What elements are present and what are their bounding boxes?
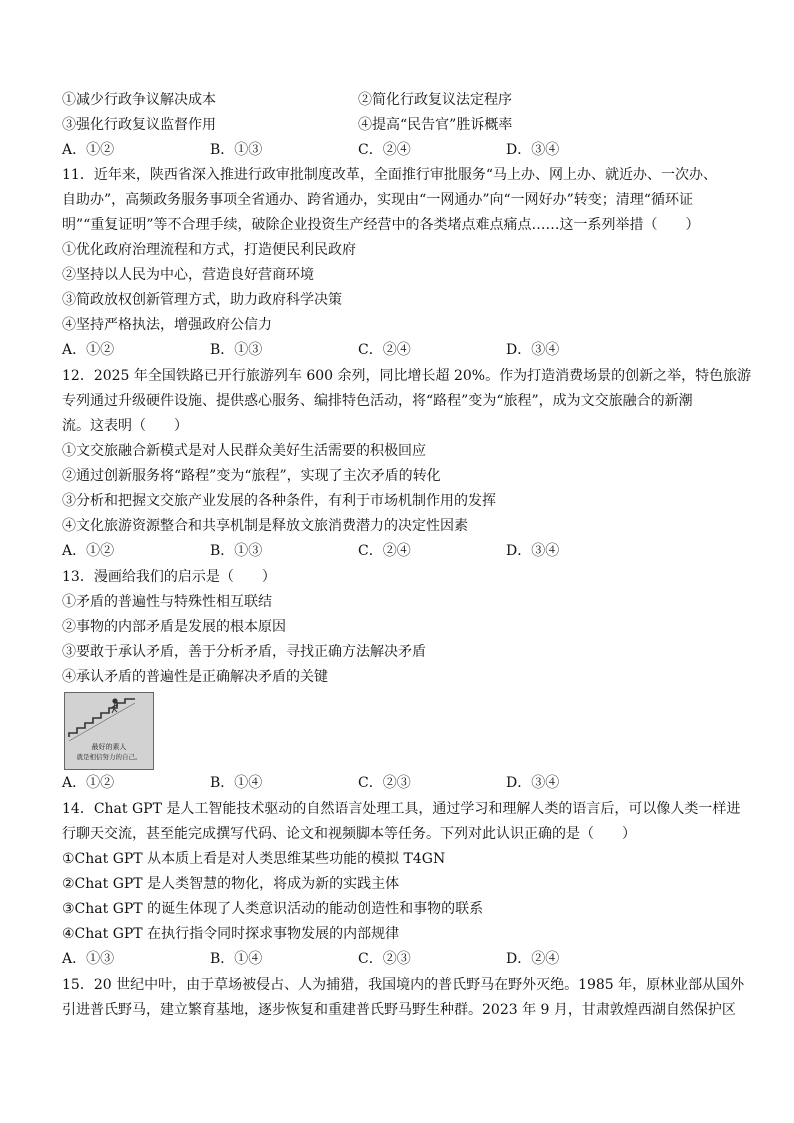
q15-stem-line: 引进普氏野马，建立繁育基地，逐步恢复和重建普氏野马野生种群。2023 年 9 月，甘肃敦煌西湖自然保护区 [62, 1002, 736, 1018]
q10-choice-b: B．①③ [210, 142, 263, 158]
q13-choice-c: C．②③ [358, 775, 411, 791]
q14-choice-c: C．②③ [358, 951, 411, 967]
q10-option-4: ④提高“民告官”胜诉概率 [358, 117, 513, 133]
q11-choice-c: C．②④ [358, 342, 411, 358]
q12-stem-line: 12．2025 年全国铁路已开行旅游列车 600 余列，同比增长超 20%。作为打造消费场景的创新之举，特色旅游 [62, 368, 752, 384]
q12-choice-b: B．①③ [210, 543, 263, 559]
q11-choice-b: B．①③ [210, 342, 263, 358]
q10-choice-c: C．②④ [358, 142, 411, 158]
q12-option-1: ①文交旅融合新模式是对人民群众美好生活需要的积极回应 [62, 443, 426, 459]
q12-option-2: ②通过创新服务将“路程”变为“旅程”，实现了主次矛盾的转化 [62, 468, 441, 484]
q13-option-3: ③要敢于承认矛盾，善于分析矛盾，寻找正确方法解决矛盾 [62, 644, 426, 660]
q14-stem-line: 行聊天交流，甚至能完成撰写代码、论文和视频脚本等任务。下列对此认识正确的是（ ） [62, 826, 636, 842]
q11-choice-a: A．①② [62, 342, 115, 358]
q14-option-2: ②Chat GPT 是人类智慧的物化，将成为新的实践主体 [62, 876, 400, 892]
q13-option-2: ②事物的内部矛盾是发展的根本原因 [62, 619, 286, 635]
q11-option-3: ③简政放权创新管理方式，助力政府科学决策 [62, 292, 342, 308]
q12-choice-a: A．①② [62, 543, 115, 559]
q11-stem-line: 11．近年来，陕西省深入推进行政审批制度改革，全面推行审批服务“马上办、网上办、就近办、一次办、 [62, 167, 717, 183]
q14-choice-a: A．①③ [62, 951, 115, 967]
q13-choice-d: D．③④ [506, 775, 560, 791]
q10-option-1: ①减少行政争议解决成本 [62, 92, 216, 108]
q10-option-2: ②简化行政复议法定程序 [358, 92, 512, 108]
q12-choice-d: D．③④ [506, 543, 560, 559]
q10-choice-d: D．③④ [506, 142, 560, 158]
q12-choice-c: C．②④ [358, 543, 411, 559]
q15-stem-line: 15．20 世纪中叶，由于草场被侵占、人为捕猎，我国境内的普氏野马在野外灭绝。1985 年，原林业部从国外 [62, 977, 745, 993]
q11-option-2: ②坚持以人民为中心，营造良好营商环境 [62, 267, 314, 283]
cartoon-image [64, 692, 154, 770]
q11-stem-line: 自助办”，高频政务服务事项全省通办、跨省通办，实现由“一网通办”向“一网好办”转变；清理“循环证 [62, 192, 693, 208]
q12-option-4: ④文化旅游资源整合和共享机制是释放文旅消费潜力的决定性因素 [62, 518, 468, 534]
q12-stem-line: 专列通过升级硬件设施、提供惑心服务、编排特色活动，将“路程”变为“旅程”，成为文交旅融合的新潮 [62, 393, 693, 409]
q10-option-3: ③强化行政复议监督作用 [62, 117, 216, 133]
q13-option-1: ①矛盾的普遍性与特殊性相互联结 [62, 594, 272, 610]
q12-stem-line: 流。这表明（ ） [62, 418, 188, 434]
q11-option-1: ①优化政府治理流程和方式，打造便民利民政府 [62, 242, 356, 258]
q13-option-4: ④承认矛盾的普遍性是正确解决矛盾的关键 [62, 669, 328, 685]
q13-stem: 13．漫画给我们的启示是（ ） [62, 569, 276, 585]
q11-choice-d: D．③④ [506, 342, 560, 358]
q13-choice-b: B．①④ [210, 775, 263, 791]
q14-option-1: ①Chat GPT 从本质上看是对人类思维某些功能的模拟 T4GN [62, 851, 446, 867]
q14-stem-line: 14．Chat GPT 是人工智能技术驱动的自然语言处理工具，通过学习和理解人类的语言后，可以像人类一样进 [62, 801, 741, 817]
cartoon-caption-1: 最好的素人 [91, 743, 127, 751]
q14-choice-d: D．②④ [506, 951, 560, 967]
q12-option-3: ③分析和把握文交旅产业发展的各种条件，有利于市场机制作用的发挥 [62, 493, 496, 509]
staircase-cartoon-icon [65, 693, 153, 769]
cartoon-caption-2: 就是相信努力的自己。 [76, 753, 142, 761]
q14-option-4: ④Chat GPT 在执行指令同时探求事物发展的内部规律 [62, 926, 400, 942]
q10-choice-a: A．①② [62, 142, 115, 158]
q11-stem-line: 明”“重复证明”等不合理手续，破除企业投资生产经营中的各类堵点难点痛点……这一系列举措（ ） [62, 217, 700, 233]
q13-choice-a: A．①② [62, 775, 115, 791]
q11-option-4: ④坚持严格执法，增强政府公信力 [62, 317, 272, 333]
q14-choice-b: B．①④ [210, 951, 263, 967]
q14-option-3: ③Chat GPT 的诞生体现了人类意识活动的能动创造性和事物的联系 [62, 901, 484, 917]
